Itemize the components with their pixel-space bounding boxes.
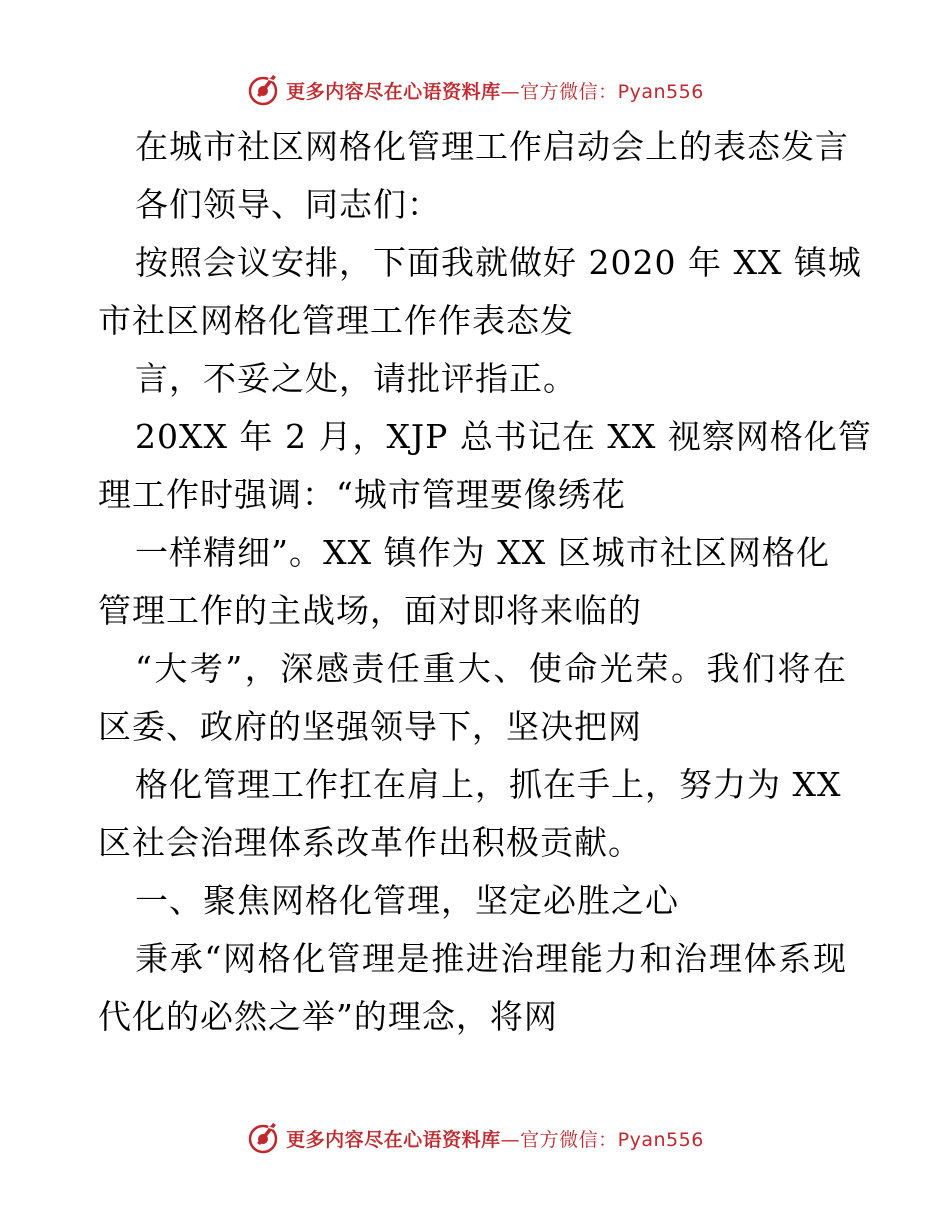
paragraph-line: 秉承“网格化管理是推进治理能力和治理体系现 xyxy=(135,939,847,978)
section-heading: 一、聚焦网格化管理，坚定必胜之心 xyxy=(135,881,679,920)
salutation: 各们领导、同志们： xyxy=(135,185,441,224)
paragraph-line: “大考”，深感责任重大、使命光荣。我们将在 xyxy=(135,649,847,688)
watermark-separator: — xyxy=(500,1128,521,1151)
paragraph-line: 管理工作的主战场，面对即将来临的 xyxy=(98,591,642,630)
footer-watermark xyxy=(0,1118,950,1158)
paragraph-line: 一样精细”。XX 镇作为 XX 区城市社区网格化 xyxy=(135,533,830,572)
watermark-separator: — xyxy=(500,80,521,103)
document-title: 在城市社区网格化管理工作启动会上的表态发言 xyxy=(135,127,849,166)
watermark-main: 更多内容尽在心语资料库 xyxy=(286,1128,501,1151)
paragraph-line: 区社会治理体系改革作出积极贡献。 xyxy=(98,823,642,862)
watermark-main: 更多内容尽在心语资料库 xyxy=(286,80,501,103)
paragraph-line: 区委、政府的坚强领导下，坚决把网 xyxy=(98,707,642,746)
watermark-wechat: 官方微信：Pyan556 xyxy=(520,1128,704,1151)
paragraph-line: 市社区网格化管理工作作表态发 xyxy=(98,301,574,340)
paragraph-line: 言，不妥之处，请批评指正。 xyxy=(135,359,577,398)
paragraph-line: 格化管理工作扛在肩上，抓在手上，努力为 XX xyxy=(135,765,842,804)
paragraph-line: 理工作时强调：“城市管理要像绣花 xyxy=(98,475,626,514)
watermark-text xyxy=(286,1125,704,1152)
paragraph-line: 按照会议安排，下面我就做好 2020 年 XX 镇城 xyxy=(135,243,862,282)
watermark-wechat: 官方微信：Pyan556 xyxy=(520,80,704,103)
quill-logo-icon xyxy=(246,1121,280,1155)
paragraph-line: 代化的必然之举”的理念，将网 xyxy=(98,997,558,1036)
paragraph-line: 20XX 年 2 月，XJP 总书记在 XX 视察网格化管 xyxy=(135,417,872,456)
